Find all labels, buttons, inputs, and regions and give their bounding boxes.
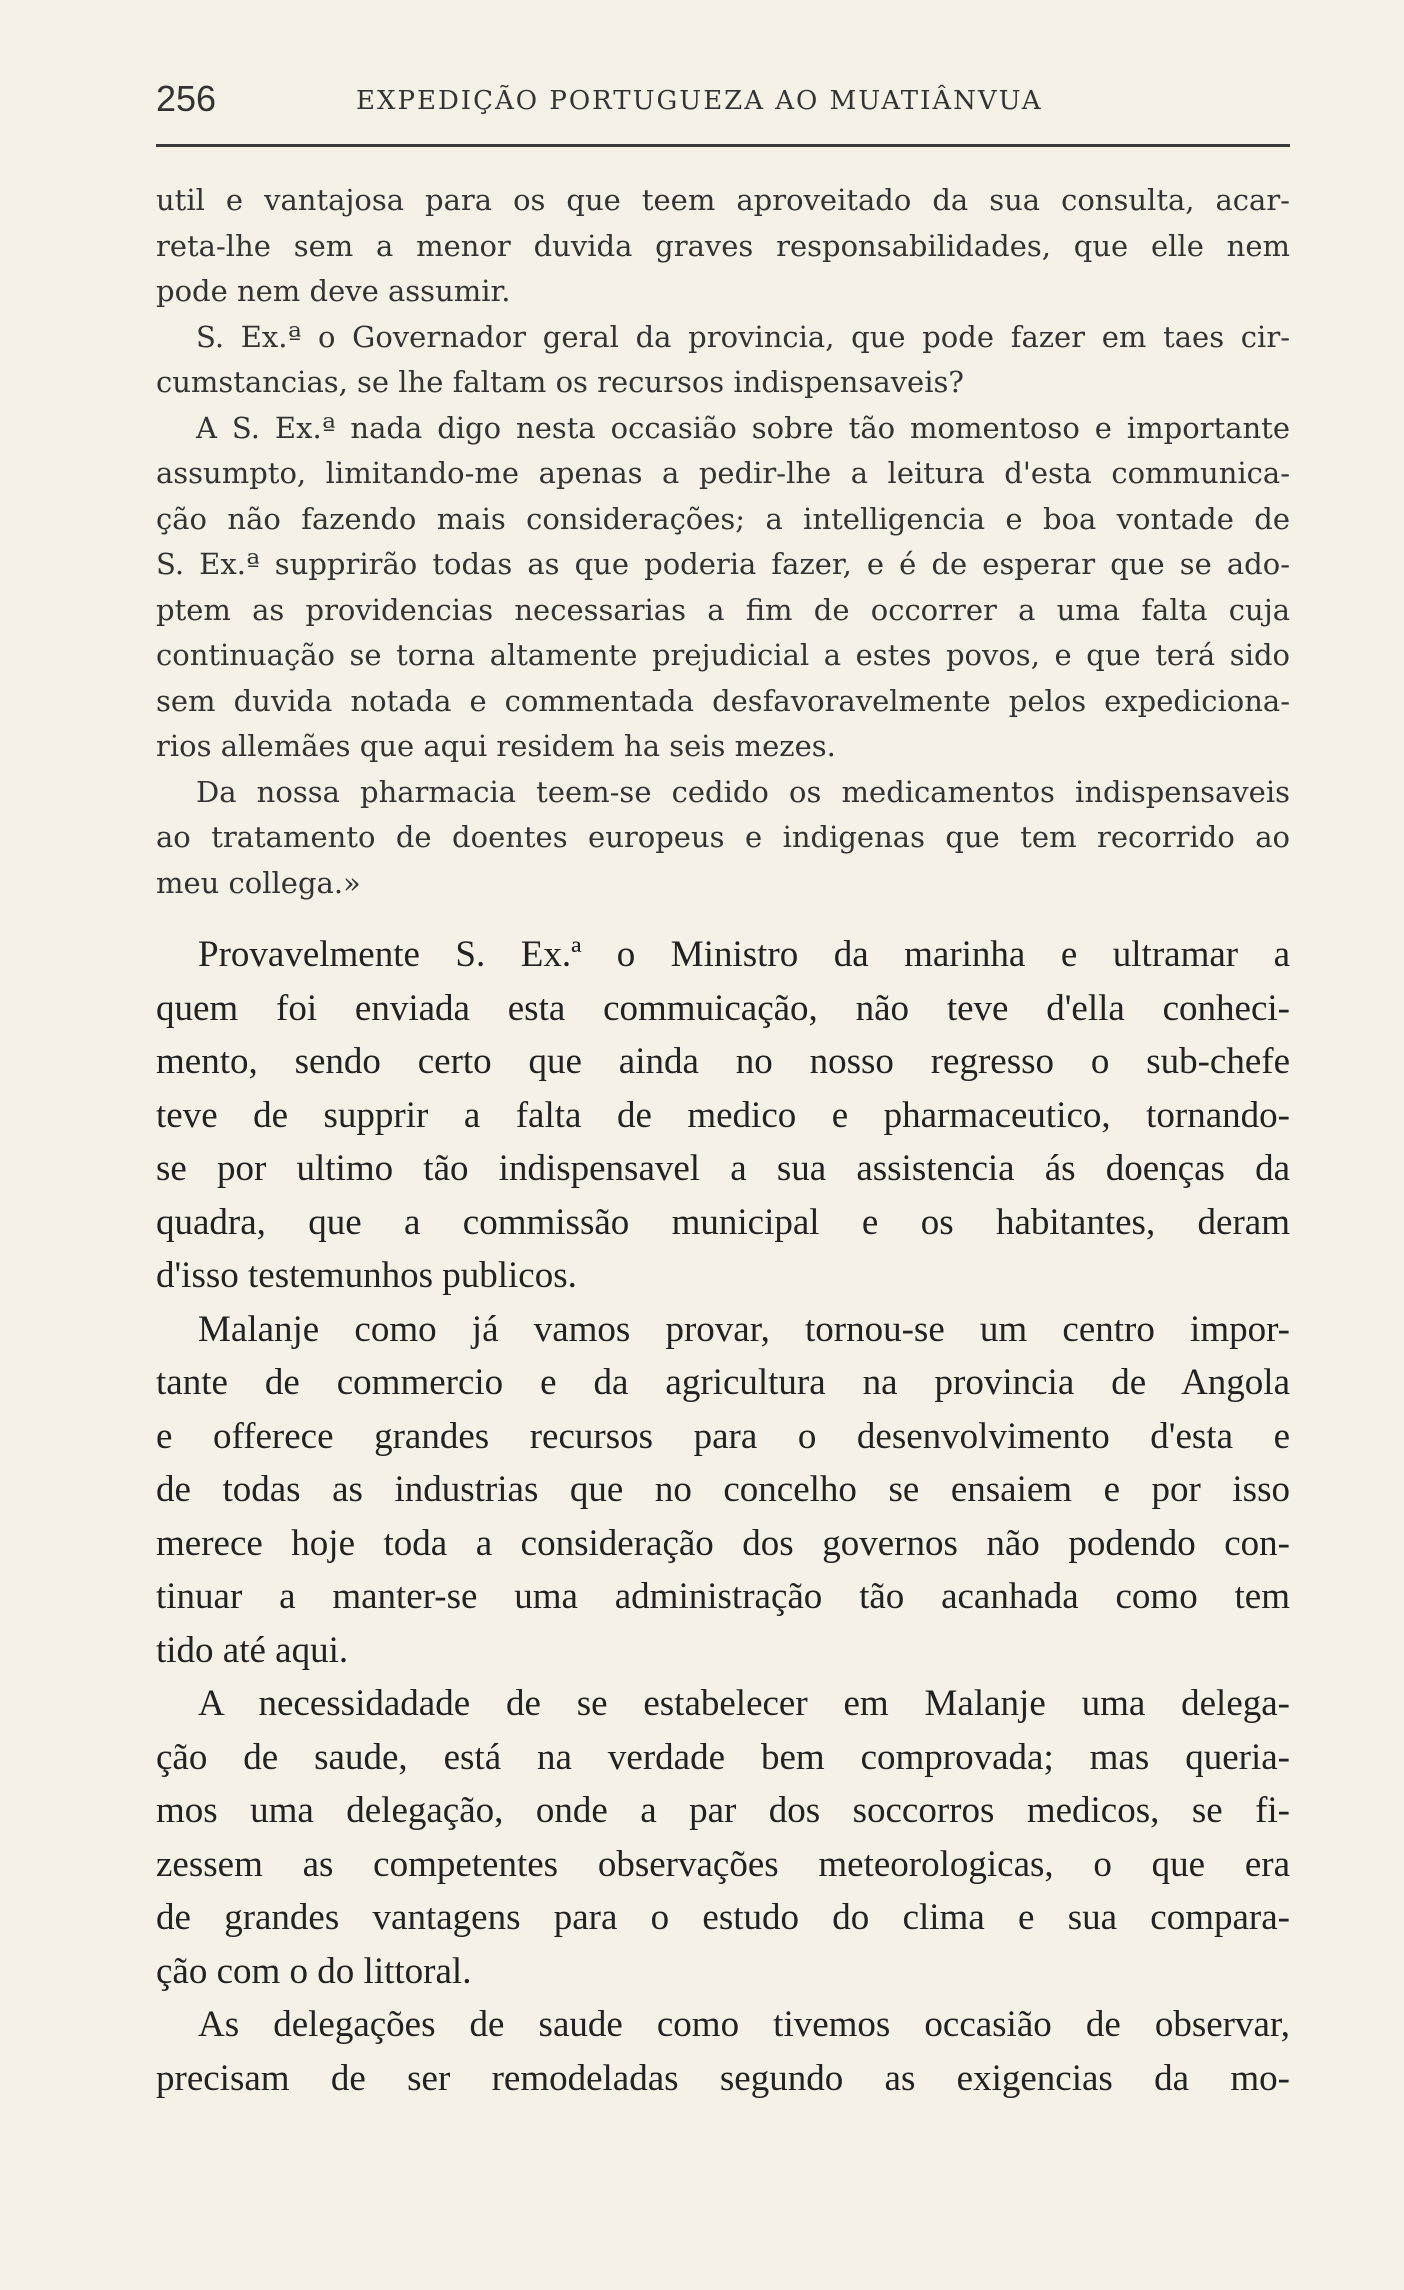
body-line: quem foi enviada esta commuicação, não teve d'ella conheci- bbox=[156, 987, 1290, 1029]
quote-line: Da nossa pharmacia teem-se cedido os medicamentos indispensaveis bbox=[196, 774, 1290, 809]
quote-line: S. Ex.ª supprirão todas as que poderia fazer, e é de esperar que se ado- bbox=[156, 547, 1290, 581]
body-line: e offerece grandes recursos para o desenvolvimento d'esta e bbox=[156, 1415, 1290, 1457]
body-line: tante de commercio e da agricultura na provincia de Angola bbox=[156, 1362, 1290, 1403]
body-line: de grandes vantagens para o estudo do clima e sua compara- bbox=[156, 1897, 1290, 1938]
body-line: A necessidadade de se estabelecer em Malanje uma delega- bbox=[198, 1683, 1290, 1724]
quote-line: S. Ex.ª o Governador geral da provincia, que pode fazer em taes cir- bbox=[196, 319, 1290, 354]
running-title: EXPEDIÇÃO PORTUGUEZA AO MUATIÂNVUA bbox=[356, 86, 1043, 116]
body-line: tinuar a manter-se uma administração tão acanhada como tem bbox=[156, 1576, 1290, 1617]
quote-line: meu collega.» bbox=[156, 865, 361, 900]
body-line: Provavelmente S. Ex.ª o Ministro da marinha e ultramar a bbox=[198, 934, 1290, 975]
body-line: de todas as industrias que no concelho se ensaiem e por isso bbox=[156, 1469, 1290, 1510]
quote-line: ptem as providencias necessarias a fim de occorrer a uma falta cuja bbox=[156, 592, 1290, 627]
body-line: ção de saude, está na verdade bem comprovada; mas queria- bbox=[156, 1736, 1290, 1778]
quote-line: reta-lhe sem a menor duvida graves responsabilidades, que elle nem bbox=[156, 228, 1290, 263]
body-line: ção com o do littoral. bbox=[156, 1950, 472, 1992]
header-rule bbox=[156, 144, 1290, 147]
quote-line: cumstancias, se lhe faltam os recursos indispensaveis? bbox=[156, 365, 964, 399]
body-line: merece hoje toda a consideração dos governos não podendo con- bbox=[156, 1522, 1290, 1564]
page-number: 256 bbox=[156, 78, 217, 119]
body-line: teve de supprir a falta de medico e pharmaceutico, tornando- bbox=[156, 1094, 1290, 1136]
quote-line: pode nem deve assumir. bbox=[156, 274, 511, 308]
quoted-letter bbox=[156, 178, 1290, 906]
quote-line: sem duvida notada e commentada desfavoravelmente pelos expediciona- bbox=[156, 683, 1290, 718]
body-line: zessem as competentes observações meteorologicas, o que era bbox=[156, 1843, 1290, 1885]
quote-line: ao tratamento de doentes europeus e indigenas que tem recorrido ao bbox=[156, 820, 1290, 854]
page-header bbox=[156, 78, 1290, 128]
body-line: tido até aqui. bbox=[156, 1629, 349, 1671]
body-line: mos uma delegação, onde a par dos soccorros medicos, se fi- bbox=[156, 1790, 1290, 1831]
body-line: d'isso testemunhos publicos. bbox=[156, 1255, 577, 1296]
quote-line: util e vantajosa para os que teem aproveitado da sua consulta, acar- bbox=[156, 183, 1290, 217]
body-line: quadra, que a commissão municipal e os habitantes, deram bbox=[156, 1201, 1290, 1243]
quote-line: assumpto, limitando-me apenas a pedir-lhe a leitura d'esta communica- bbox=[156, 456, 1290, 490]
body-line: As delegações de saude como tivemos occasião de observar, bbox=[198, 2004, 1290, 2045]
quote-line: A S. Ex.ª nada digo nesta occasião sobre tão momentoso e importante bbox=[196, 410, 1290, 445]
quote-line: continuação se torna altamente prejudicial a estes povos, e que terá sido bbox=[156, 638, 1290, 672]
quote-line: ção não fazendo mais considerações; a intelligencia e boa vontade de bbox=[156, 501, 1290, 536]
body-line: mento, sendo certo que ainda no nosso regresso o sub-chefe bbox=[156, 1041, 1290, 1082]
quote-line: rios allemães que aqui residem ha seis mezes. bbox=[156, 729, 836, 763]
body-line: Malanje como já vamos provar, tornou-se um centro impor- bbox=[198, 1308, 1290, 1350]
body-line: precisam de ser remodeladas segundo as exigencias da mo- bbox=[156, 2057, 1290, 2099]
body-line: se por ultimo tão indispensavel a sua assistencia ás doenças da bbox=[156, 1148, 1290, 1189]
main-text bbox=[156, 928, 1290, 2105]
